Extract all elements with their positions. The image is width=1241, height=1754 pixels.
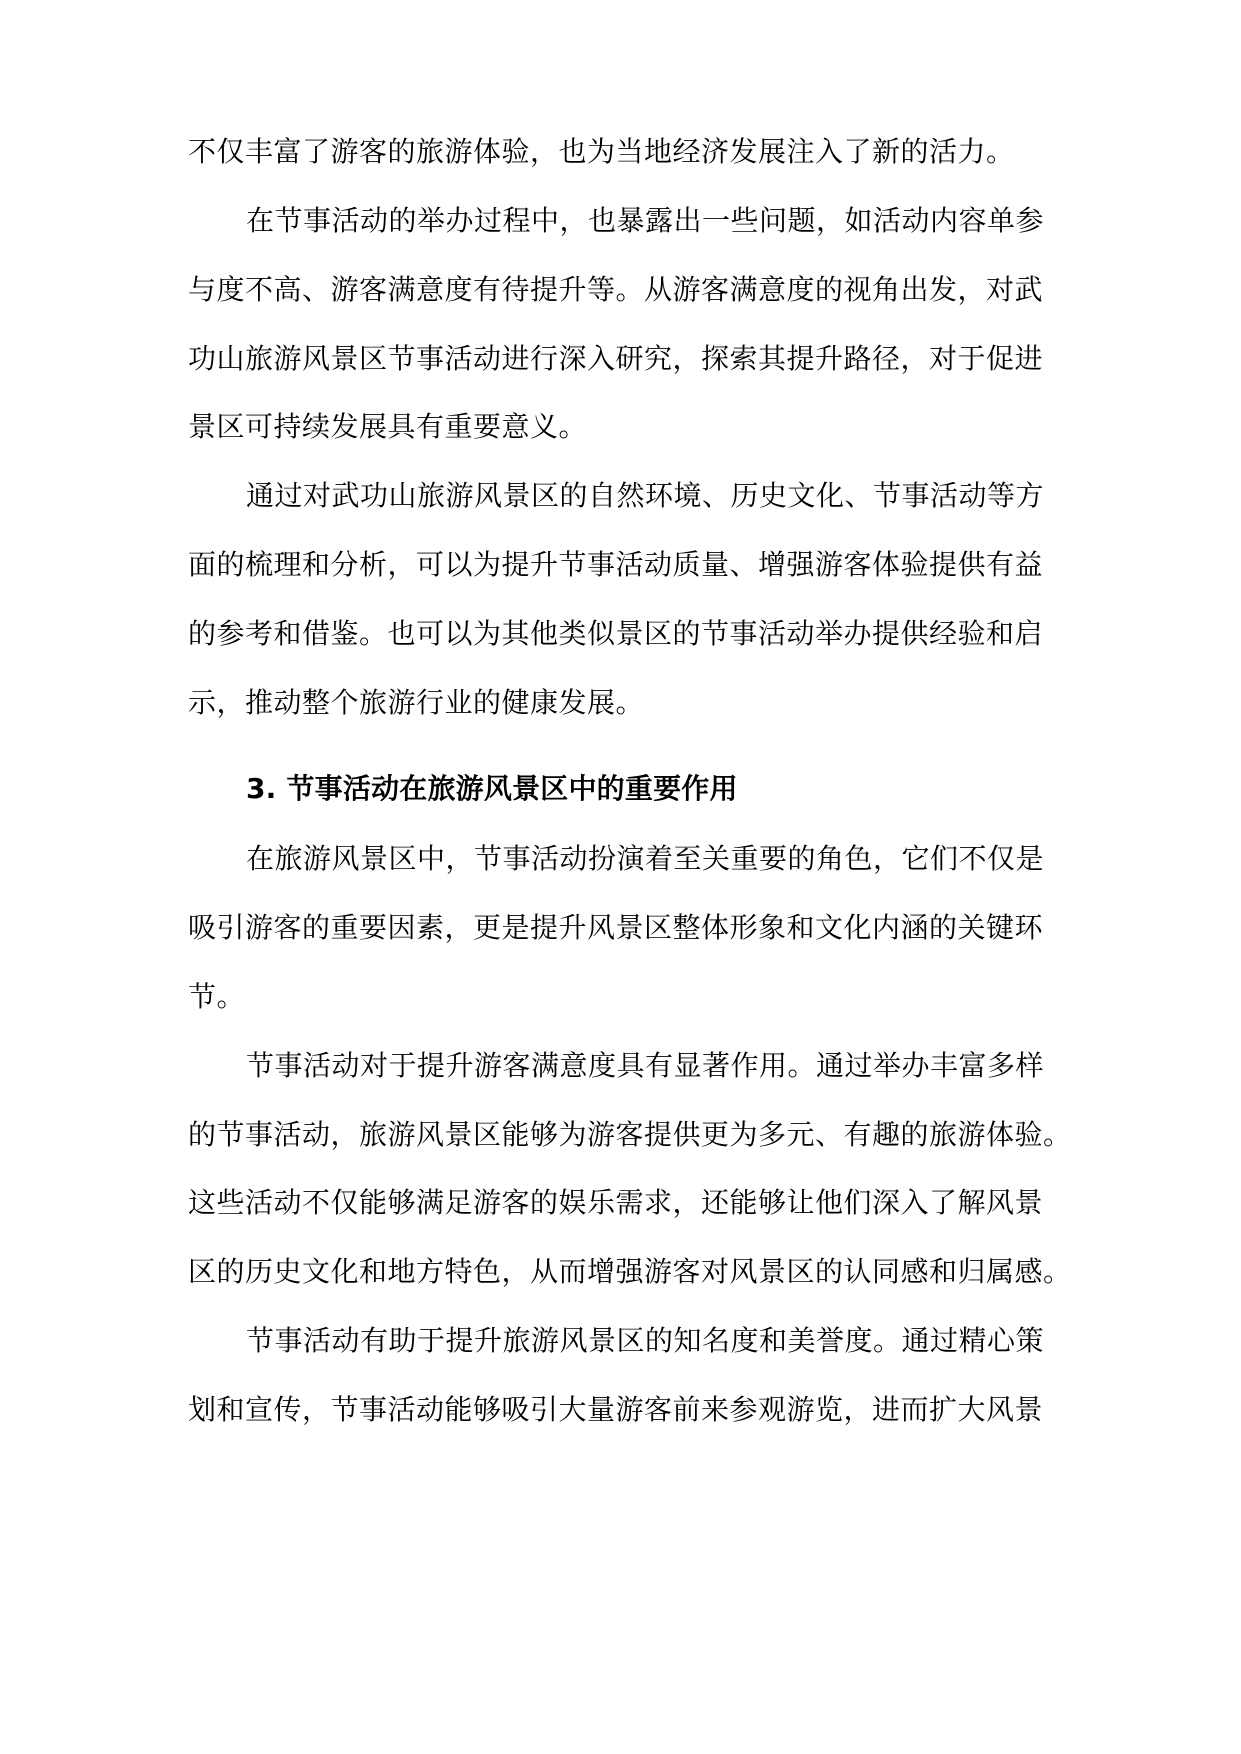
paragraph-line: 这些活动不仅能够满足游客的娱乐需求，还能够让他们深入了解风景 xyxy=(188,1186,1044,1219)
paragraph-line: 节事活动有助于提升旅游风景区的知名度和美誉度。通过精心策 xyxy=(246,1324,1045,1357)
paragraph-line: 景区可持续发展具有重要意义。 xyxy=(188,410,588,443)
paragraph-line: 在旅游风景区中，节事活动扮演着至关重要的角色，它们不仅是 xyxy=(246,842,1045,875)
paragraph-line: 划和宣传，节事活动能够吸引大量游客前来参观游览，进而扩大风景 xyxy=(188,1393,1044,1426)
paragraph-line: 不仅丰富了游客的旅游体验，也为当地经济发展注入了新的活力。 xyxy=(188,135,1015,168)
section-heading: 3. 节事活动在旅游风景区中的重要作用 xyxy=(246,772,738,805)
paragraph-line: 吸引游客的重要因素，更是提升风景区整体形象和文化内涵的关键环 xyxy=(188,911,1044,944)
paragraph-line: 面的梳理和分析，可以为提升节事活动质量、增强游客体验提供有益 xyxy=(188,548,1044,581)
paragraph-line: 示，推动整个旅游行业的健康发展。 xyxy=(188,686,645,719)
paragraph-line: 功山旅游风景区节事活动进行深入研究，探索其提升路径，对于促进 xyxy=(188,342,1044,375)
paragraph-line: 的节事活动，旅游风景区能够为游客提供更为多元、有趣的旅游体验。 xyxy=(188,1118,1072,1151)
paragraph-line: 与度不高、游客满意度有待提升等。从游客满意度的视角出发，对武 xyxy=(188,273,1044,306)
paragraph-line: 的参考和借鉴。也可以为其他类似景区的节事活动举办提供经验和启 xyxy=(188,617,1044,650)
paragraph-line: 在节事活动的举办过程中，也暴露出一些问题，如活动内容单参 xyxy=(246,204,1045,237)
paragraph-line: 节事活动对于提升游客满意度具有显著作用。通过举办丰富多样 xyxy=(246,1049,1045,1082)
paragraph-line: 区的历史文化和地方特色，从而增强游客对风景区的认同感和归属感。 xyxy=(188,1255,1072,1288)
paragraph-line: 节。 xyxy=(188,980,246,1013)
paragraph-line: 通过对武功山旅游风景区的自然环境、历史文化、节事活动等方 xyxy=(246,479,1045,512)
